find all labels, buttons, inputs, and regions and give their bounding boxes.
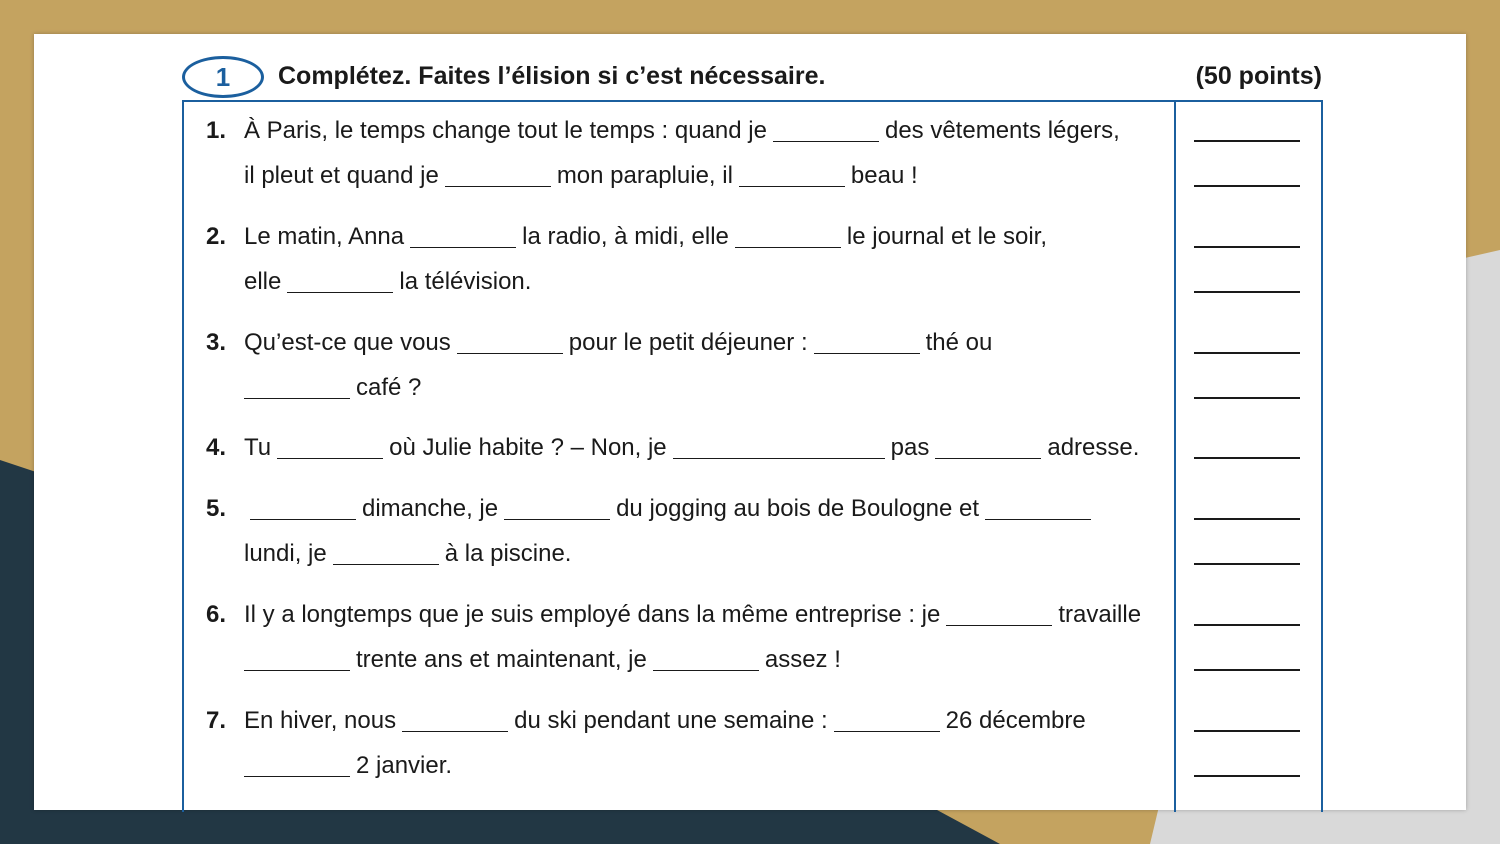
question-text: dimanche, je (362, 495, 499, 522)
fill-blank[interactable] (935, 457, 1041, 459)
fill-blank[interactable] (773, 140, 879, 142)
question-line (244, 751, 1174, 781)
answer-blank[interactable] (1194, 563, 1300, 565)
question-number: 1. (206, 117, 227, 144)
question-text: 26 décembre (945, 707, 1086, 734)
question-text: des vêtements légers, (884, 117, 1120, 144)
question-number: 7. (206, 707, 227, 734)
fill-blank[interactable] (333, 563, 439, 565)
question-line (244, 116, 1174, 146)
fill-blank[interactable] (277, 457, 383, 459)
question-line (244, 222, 1174, 252)
question-line (244, 328, 1174, 358)
question-line (244, 706, 1174, 736)
fill-blank[interactable] (457, 352, 563, 354)
answer-column-divider (1174, 102, 1176, 812)
question-text: du jogging au bois de Boulogne et (616, 495, 980, 522)
fill-blank[interactable] (244, 397, 350, 399)
question-text: du ski pendant une semaine : (514, 707, 828, 734)
answer-blank[interactable] (1194, 185, 1300, 187)
fill-blank[interactable] (410, 246, 516, 248)
question-text: le journal et le soir, (846, 223, 1047, 250)
question-text: la télévision. (399, 268, 532, 295)
answer-blank[interactable] (1194, 730, 1300, 732)
answer-blank[interactable] (1194, 397, 1300, 399)
fill-blank[interactable] (814, 352, 920, 354)
question-line (244, 161, 1174, 191)
answer-blank[interactable] (1194, 352, 1300, 354)
question-text: lundi, je (244, 540, 327, 567)
question-text: À Paris, le temps change tout le temps : quand je (244, 117, 767, 144)
answer-blank[interactable] (1194, 775, 1300, 777)
question-text: la radio, à midi, elle (522, 223, 729, 250)
fill-blank[interactable] (250, 518, 356, 520)
question-text: à la piscine. (444, 540, 572, 567)
question-text: travaille (1058, 601, 1142, 628)
answer-blank[interactable] (1194, 457, 1300, 459)
fill-blank[interactable] (834, 730, 940, 732)
question-line (244, 267, 1174, 297)
question-line (244, 645, 1174, 675)
answer-blank[interactable] (1194, 669, 1300, 671)
exercise-number-badge: 1 (182, 56, 264, 98)
question-text: 2 janvier. (356, 752, 453, 779)
question-text: trente ans et maintenant, je (356, 646, 647, 673)
question-number: 6. (206, 601, 227, 628)
fill-blank[interactable] (653, 669, 759, 671)
exercise-instruction: Complétez. Faites l’élision si c’est nécessaire. (278, 62, 826, 90)
question-line (244, 600, 1174, 630)
question-text: pour le petit déjeuner : (568, 329, 808, 356)
fill-blank[interactable] (244, 669, 350, 671)
worksheet (34, 34, 1466, 810)
question-line (244, 494, 1174, 524)
question-text: thé ou (925, 329, 993, 356)
fill-blank[interactable] (946, 624, 1052, 626)
exercise-points: (50 points) (1195, 62, 1322, 90)
fill-blank[interactable] (985, 518, 1091, 520)
fill-blank[interactable] (735, 246, 841, 248)
question-text: assez ! (764, 646, 841, 673)
question-text: adresse. (1047, 434, 1140, 461)
fill-blank[interactable] (287, 291, 393, 293)
question-text: Tu (244, 434, 272, 461)
exercise-box (182, 100, 1323, 812)
fill-blank[interactable] (244, 775, 350, 777)
question-text: Il y a longtemps que je suis employé dans la même entreprise : je (244, 601, 941, 628)
question-text: beau ! (850, 162, 918, 189)
answer-blank[interactable] (1194, 246, 1300, 248)
question-text: mon parapluie, il (556, 162, 733, 189)
answer-blank[interactable] (1194, 291, 1300, 293)
question-text: pas (890, 434, 930, 461)
answer-blank[interactable] (1194, 518, 1300, 520)
question-number: 3. (206, 329, 227, 356)
question-line (244, 373, 1174, 403)
question-text: En hiver, nous (244, 707, 397, 734)
answer-blank[interactable] (1194, 140, 1300, 142)
question-line (244, 539, 1174, 569)
exercise-header (182, 52, 1322, 100)
question-number: 4. (206, 434, 227, 461)
question-text: elle (244, 268, 282, 295)
answer-blank[interactable] (1194, 624, 1300, 626)
fill-blank[interactable] (673, 457, 885, 459)
question-line (244, 433, 1174, 463)
question-text: Le matin, Anna (244, 223, 405, 250)
fill-blank[interactable] (402, 730, 508, 732)
fill-blank[interactable] (504, 518, 610, 520)
fill-blank[interactable] (445, 185, 551, 187)
fill-blank[interactable] (739, 185, 845, 187)
question-text: Qu’est-ce que vous (244, 329, 451, 356)
question-number: 5. (206, 495, 227, 522)
question-text: café ? (356, 374, 422, 401)
question-text: où Julie habite ? – Non, je (389, 434, 667, 461)
question-text: il pleut et quand je (244, 162, 439, 189)
question-number: 2. (206, 223, 227, 250)
